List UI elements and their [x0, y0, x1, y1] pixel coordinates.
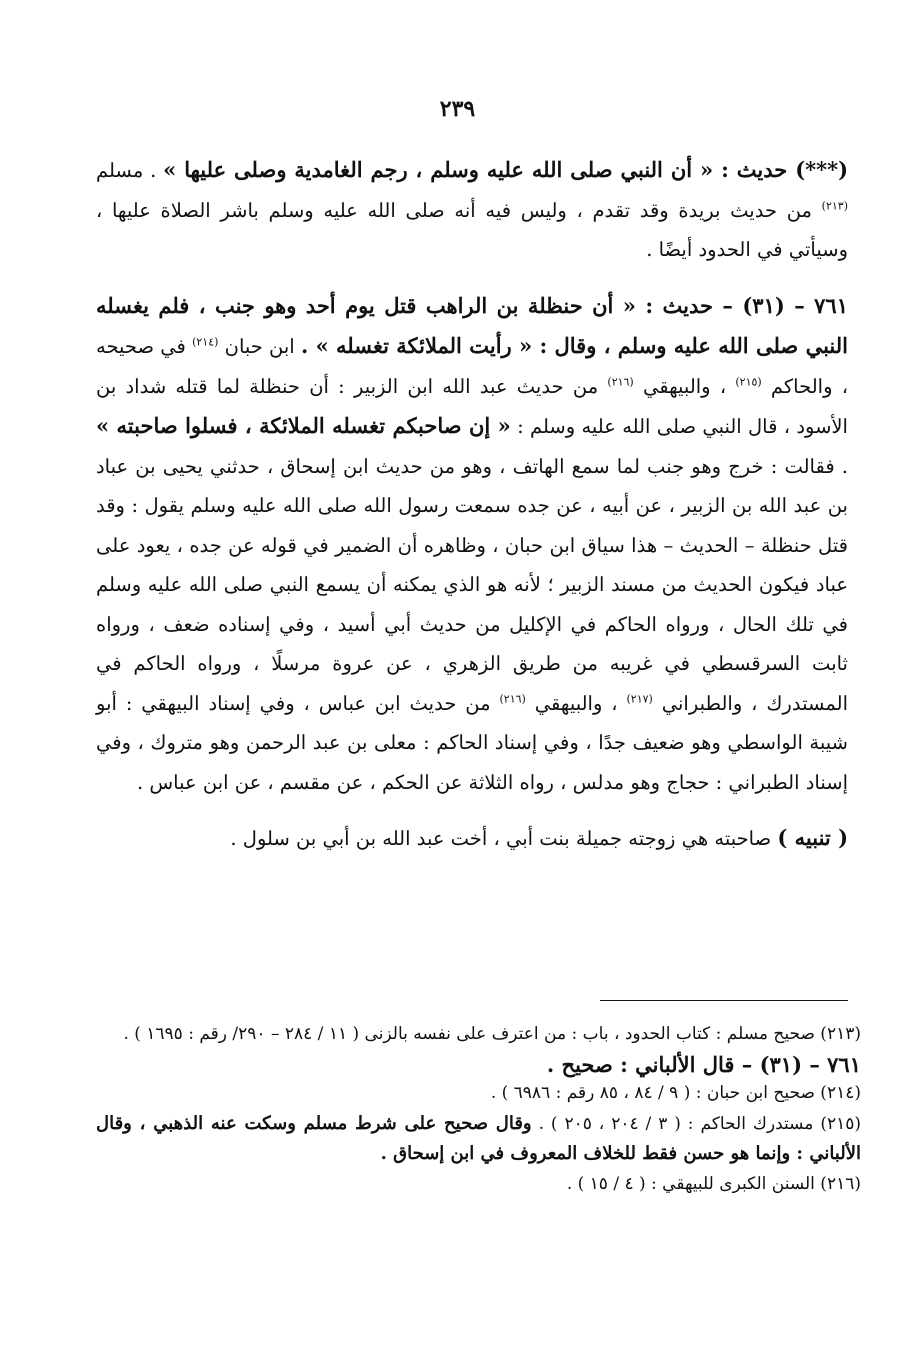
footnote-ref: (٢١٧): [626, 692, 653, 705]
paragraph-tanbih: [96, 818, 848, 859]
footnote-214: (٢١٤) صحيح ابن حبان : ( ٩ / ٨٤ ، ٨٥ رقم : ٦٩٨٦ ) .: [490, 1083, 861, 1103]
text-run: . مسلم: [96, 159, 164, 182]
footnote-ref: (٢١٥): [735, 375, 762, 388]
text-run: من حديث بريدة وقد تقدم ، وليس فيه أنه صلى الله عليه وسلم باشر الصلاة عليها ، وسيأتي في الحدود أيضًا .: [96, 198, 848, 261]
footnote-215: [96, 1109, 861, 1170]
text-run: صاحبته هي زوجته جميلة بنت أبي ، أخت عبد الله بن أبي بن سلول .: [230, 827, 778, 850]
hadith-heading: (***) حديث : « أن النبي صلى الله عليه وسلم ، رجم الغامدية وصلى عليها »: [163, 157, 849, 182]
footnote-divider: [600, 1000, 848, 1001]
hadith-quote: « إن صاحبكم تغسله الملائكة ، فسلوا صاحبته »: [96, 413, 511, 438]
text-run: من حديث ابن عباس ، وفي إسناد البيهقي : أبو شيبة الواسطي وهو ضعيف جدًا ، وفي إسناد الحاكم : معلى بن عبد الرحمن وهو متروك ، وفي إسناد الطبراني : حجاج وهو مدلس ، رواه الثلاثة عن الحكم ، عن مقسم ، عن ابن عباس .: [96, 691, 848, 794]
footnote-ref: (٢١٣): [821, 199, 848, 212]
text-run: في صحيحه ، والحاكم: [96, 335, 849, 398]
footnotes: [96, 1020, 861, 1199]
footnote-761: ٧٦١ – (٣١) – قال الألباني : صحيح .: [546, 1051, 861, 1077]
footnote-216: (٢١٦) السنن الكبرى للبيهقي : ( ٤ / ١٥ ) .: [566, 1173, 861, 1194]
paragraph-hadith-761: [96, 286, 848, 803]
text-run: من حديث عبد الله ابن الزبير : أن حنظلة لما قتله شداد بن الأسود ، قال النبي صلى الله عليه وسلم :: [96, 374, 848, 438]
footnote-ref: (٢١٤): [192, 335, 219, 349]
text-run: . فقالت : خرج وهو جنب لما سمع الهاتف ، وهو من حديث ابن إسحاق ، حدثني يحيى بن عباد بن عبد الله بن الزبير ، عن أبيه ، عن جده سمعت رسول الله صلى الله عليه وسلم يقول : وقد قتل حنظلة – الحديث – هذا سياق ابن حبان ، وظاهره أن الضمير في قوله عن جده ، يعود على عباد فيكون الحديث من مسند الزبير ؛ لأنه هو الذي يمكنه أن يسمع النبي صلى الله عليه وسلم في تلك الحال ، ورواه الحاكم في الإكليل من حديث أبي أسيد ، وفي إسناده ضعف ، ورواه ثابت السرقسطي في غريبه من طريق الزهري ، عن عروة مرسلًا ، ورواه الحاكم في المستدرك ، والطبراني: [96, 454, 849, 715]
text-run: ابن حبان: [218, 335, 301, 358]
hadith-heading: ٧٦١ – (٣١) – حديث : « أن حنظلة بن الراهب قتل يوم أحد وهو جنب ، فلم يغسله النبي صلى الله عليه وسلم ، وقال : « رأيت الملائكة تغسله » .: [96, 292, 848, 358]
footnote-215-text: (٢١٥) مستدرك الحاكم : ( ٣ / ٢٠٤ ، ٢٠٥ ) .: [531, 1113, 861, 1134]
footnote-ref: (٢١٦): [607, 375, 634, 388]
text-run: ، والبيهقي: [525, 691, 627, 715]
footnote-ref: (٢١٦): [499, 692, 526, 705]
footnote-213: (٢١٣) صحيح مسلم : كتاب الحدود ، باب : من اعترف على نفسه بالزنى ( ١١ / ٢٨٤ – ٢٩٠/ رقم : ١٦٩٥ ) .: [123, 1024, 861, 1044]
page-number: ٢٣٩: [439, 96, 476, 122]
note-heading: ( تنبيه ): [777, 825, 848, 850]
footnote-215-bold: وقال صحيح على شرط مسلم وسكت عنه الذهبي ، وقال الألباني : وإنما هو حسن فقط للخلاف المعروف في ابن إسحاق .: [96, 1112, 861, 1164]
text-run: ، والبيهقي: [633, 374, 736, 398]
main-text: [96, 150, 848, 875]
paragraph-hadith-ghamidiya: [96, 150, 848, 270]
